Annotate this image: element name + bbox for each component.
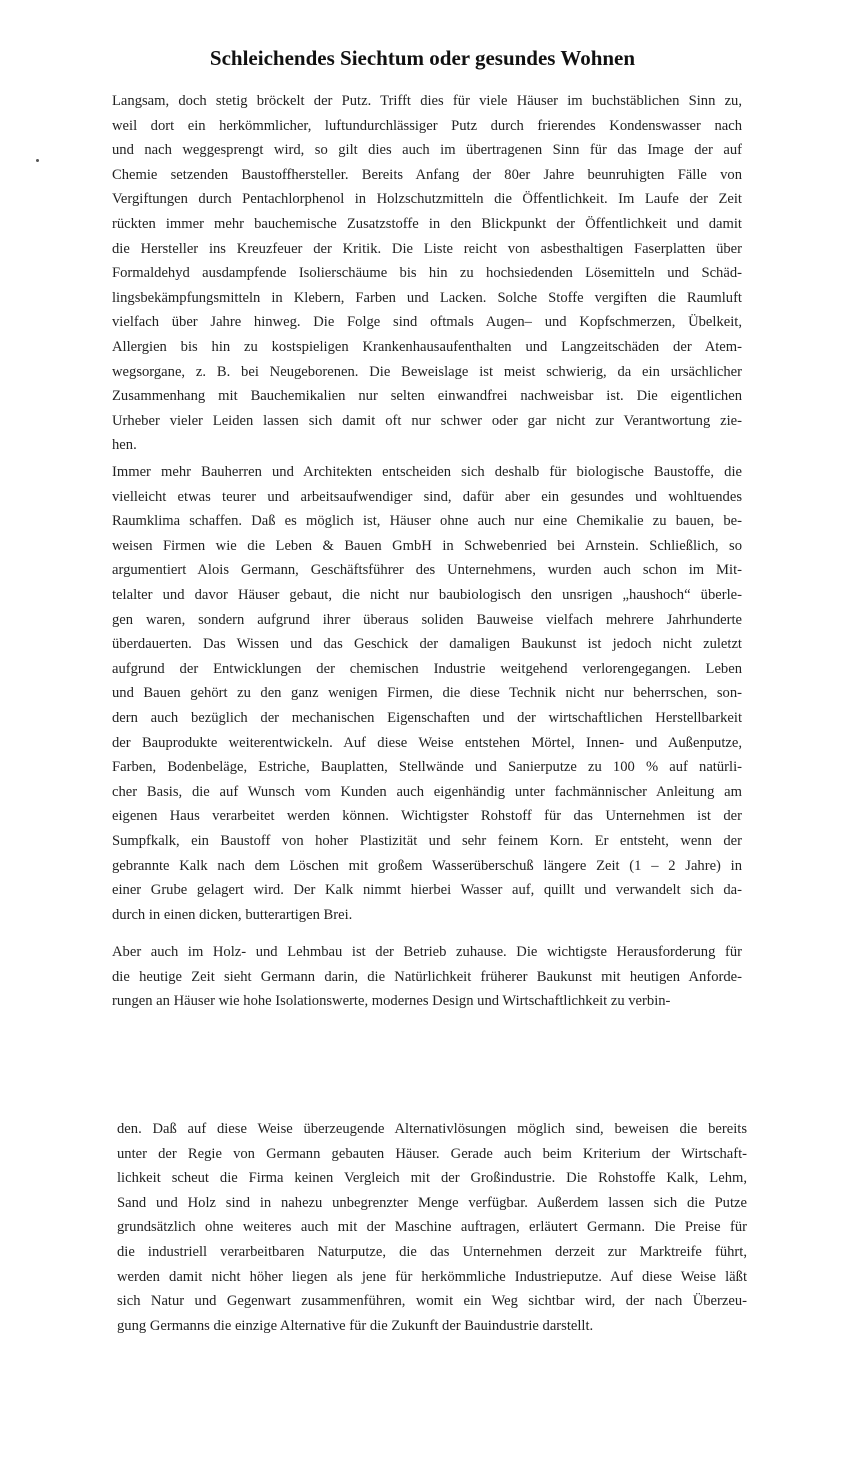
text-line: die Hersteller ins Kreuzfeuer der Kritik. Die Liste reicht von asbesthaltigen Faserplatten über (112, 240, 742, 257)
text-line: die heutige Zeit sieht Germann darin, die Natürlichkeit früherer Baukunst mit heutigen Anforde- (112, 968, 742, 985)
text-line: Allergien bis hin zu kostspieligen Krankenhausaufenthalten und Langzeitschäden der Atem- (112, 338, 742, 355)
text-line: lichkeit scheut die Firma keinen Vergleich mit der Großindustrie. Die Rohstoffe Kalk, Lehm, (117, 1170, 747, 1187)
text-line: Raumklima schaffen. Daß es möglich ist, Häuser ohne auch nur eine Chemikalie zu bauen, be- (112, 513, 742, 530)
text-line: Langsam, doch stetig bröckelt der Putz. Trifft dies für viele Häuser im buchstäblichen Sinn zu, (112, 93, 742, 109)
document-title: Schleichendes Siechtum oder gesundes Wohnen (209, 46, 636, 70)
text-line: Chemie setzenden Baustoffhersteller. Bereits Anfang der 80er Jahre beunruhigten Fälle von (112, 166, 742, 183)
text-line: Farben, Bodenbeläge, Estriche, Bauplatten, Stellwände und Sanierputze zu 100 % auf natürli- (112, 759, 742, 776)
text-line: weisen Firmen wie die Leben & Bauen GmbH in Schwebenried bei Arnstein. Schließlich, so (112, 537, 742, 554)
text-line: durch in einen dicken, butterartigen Brei. (112, 906, 353, 923)
text-line: einer Grube gelagert wird. Der Kalk nimmt hierbei Wasser auf, quillt und verwandelt sich da- (112, 882, 742, 899)
text-line: überdauerten. Das Wissen und das Geschick der damaligen Baukunst ist jedoch nicht zuletzt (112, 636, 742, 653)
text-line: gen waren, sondern aufgrund ihrer überaus soliden Bauweise vielfach mehrere Jahrhunderte (112, 611, 742, 628)
text-line: und nach weggesprengt wird, so gilt dies auch im übertragenen Sinn für das Image der auf (112, 142, 742, 159)
text-line: rückten immer mehr bauchemische Zusatzstoffe in den Blickpunkt der Öffentlichkeit und damit (112, 215, 742, 232)
text-line: der Bauprodukte weiterentwickeln. Auf diese Weise entstehen Mörtel, Innen- und Außenputze, (112, 734, 742, 751)
text-line: grundsätzlich ohne weiteres auch mit der Maschine auftragen, erläutert Germann. Die Preise für (117, 1219, 747, 1236)
text-line: vielfach über Jahre hinweg. Die Folge sind oftmals Augen– und Kopfschmerzen, Übelkeit, (112, 314, 742, 331)
text-line: weil dort ein herkömmlicher, luftundurchlässiger Putz durch frierendes Kondenswasser nach (112, 117, 742, 134)
text-line: telalter und davor Häuser gebaut, die nicht nur baubiologisch den unsrigen „haushoch“ überle- (112, 586, 742, 603)
text-line: cher Basis, die auf Wunsch vom Kunden auch eigenhändig unter fachmännischer Anleitung am (112, 783, 742, 800)
text-line: hen. (112, 437, 137, 454)
scan-speck (36, 159, 39, 162)
paragraph-4 (117, 1117, 747, 1338)
text-line: vielleicht etwas teurer und arbeitsaufwendiger sind, dafür aber ein gesundes und wohltuendes (112, 488, 742, 505)
text-line: dern auch bezüglich der mechanischen Eigenschaften und der wirtschaftlichen Herstellbarkeit (112, 709, 742, 726)
text-line: lingsbekämpfungsmitteln in Klebern, Farben und Lacken. Solche Stoffe vergiften die Raumluft (112, 289, 742, 306)
text-line: gung Germanns die einzige Alternative für die Zukunft der Bauindustrie darstellt. (117, 1317, 594, 1334)
text-line: Aber auch im Holz- und Lehmbau ist der Betrieb zuhause. Die wichtigste Herausforderung für (112, 944, 742, 960)
text-line: werden damit nicht höher liegen als jene für herkömmliche Industrieputze. Auf diese Weise läßt (117, 1268, 747, 1285)
text-line: Zusammenhang mit Bauchemikalien nur selten einwandfrei nachweisbar ist. Die eigentlichen (112, 388, 742, 405)
text-line: Immer mehr Bauherren und Architekten entscheiden sich deshalb für biologische Baustoffe, die (112, 464, 742, 480)
paragraph-1 (112, 89, 742, 458)
paragraph-2 (112, 460, 742, 927)
text-line: den. Daß auf diese Weise überzeugende Alternativlösungen möglich sind, beweisen die bereits (117, 1121, 747, 1137)
text-line: aufgrund der Entwicklungen der chemischen Industrie weitgehend verlorengegangen. Leben (112, 660, 742, 677)
text-line: und Bauen gehört zu den ganz wenigen Firmen, die diese Technik nicht nur beherrschen, son- (112, 685, 742, 702)
text-line: eigenen Haus verarbeitet werden können. Wichtigster Rohstoff für das Unternehmen ist der (112, 808, 742, 825)
text-line: wegsorgane, z. B. bei Neugeborenen. Die Beweislage ist meist schwierig, da ein ursächlicher (112, 363, 742, 380)
text-line: unter der Regie von Germann gebauten Häuser. Gerade auch beim Kriterium der Wirtschaft- (117, 1145, 747, 1162)
text-line: gebrannte Kalk nach dem Löschen mit großem Wasserüberschuß längere Zeit (1 – 2 Jahre) in (112, 857, 742, 874)
text-line: argumentiert Alois Germann, Geschäftsführer des Unternehmens, wurden auch schon im Mit- (112, 562, 742, 579)
text-line: die industriell verarbeitbaren Naturputze, die das Unternehmen derzeit zur Marktreife führt, (117, 1243, 747, 1260)
text-line: Vergiftungen durch Pentachlorphenol in Holzschutzmitteln die Öffentlichkeit. Im Laufe der Zeit (112, 191, 742, 208)
text-line: Sand und Holz sind in nahezu unbegrenzter Menge verfügbar. Außerdem lassen sich die Putze (117, 1194, 747, 1211)
text-line: Formaldehyd ausdampfende Isolierschäume bis hin zu hochsiedenden Lösemitteln und Schäd- (112, 265, 742, 282)
text-line: sich Natur und Gegenwart zusammenführen, womit ein Weg sichtbar wird, der nach Überzeu- (117, 1293, 747, 1310)
text-line: Urheber vieler Leiden lassen sich damit oft nur schwer oder gar nicht zur Verantwortung zie- (112, 412, 742, 429)
text-line: Sumpfkalk, ein Baustoff von hoher Plastizität und sehr feinem Korn. Er entsteht, wenn der (112, 832, 742, 849)
paragraph-3 (112, 940, 742, 1014)
text-line: rungen an Häuser wie hohe Isolationswerte, modernes Design und Wirtschaftlichkeit zu verbin- (112, 993, 671, 1010)
